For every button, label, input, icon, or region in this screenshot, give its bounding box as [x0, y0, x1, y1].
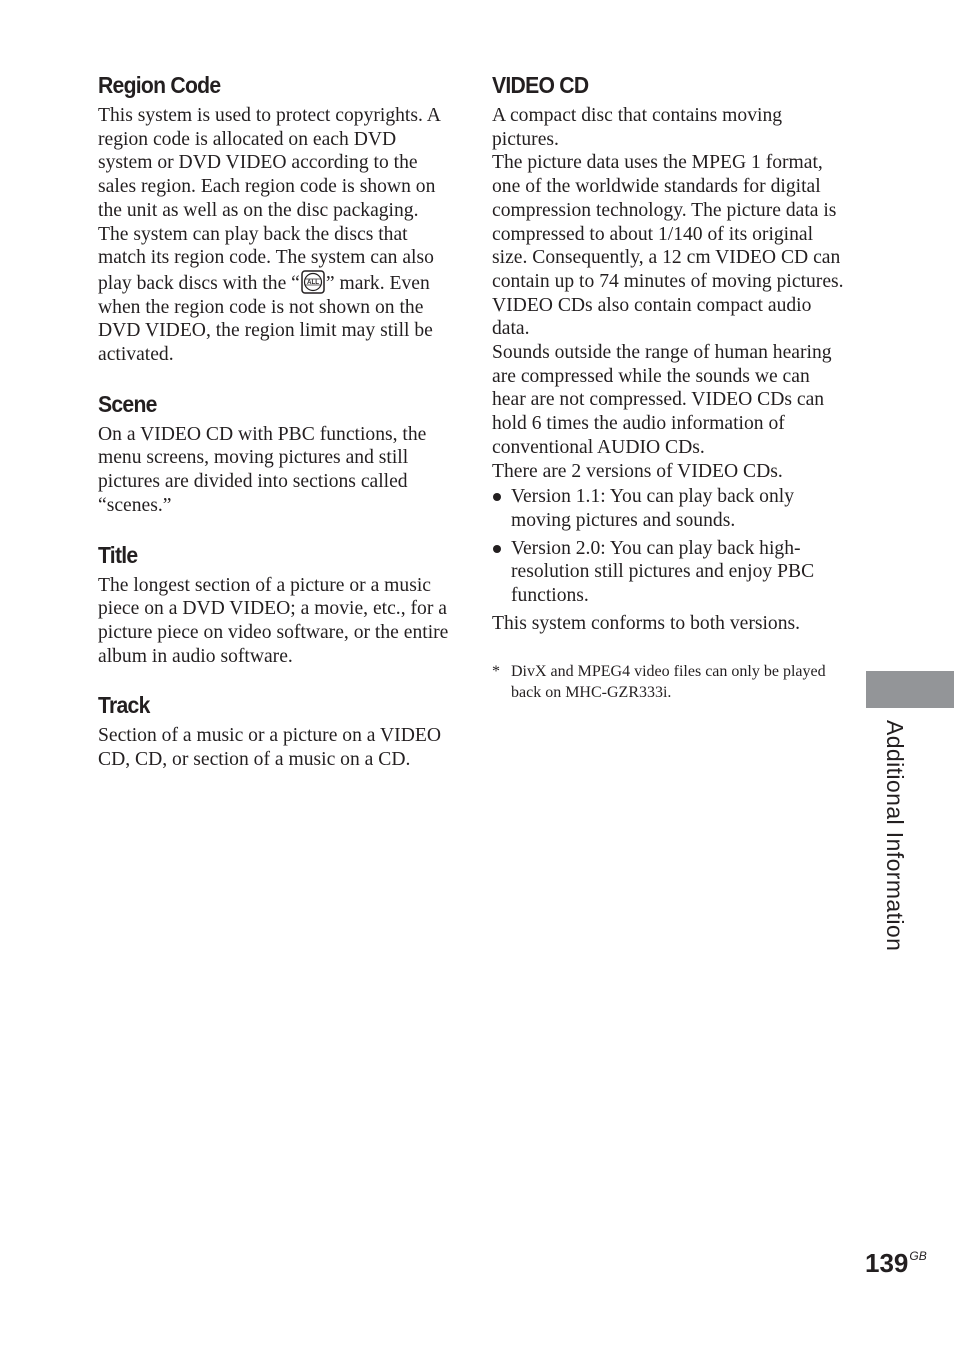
bullet-icon	[493, 493, 501, 501]
scene-section	[98, 389, 450, 518]
footnote-text: DivX and MPEG4 video files can only be played back on MHC-GZR333i.	[511, 663, 826, 702]
track-section	[98, 690, 450, 771]
section-tab-label	[864, 720, 908, 980]
region-code-section	[98, 70, 450, 367]
video-cd-paragraph: A compact disc that contains moving pictures.	[492, 105, 783, 150]
video-cd-paragraph: VIDEO CDs also contain compact audio data.	[492, 294, 812, 340]
page-number	[865, 1248, 927, 1279]
track-heading: Track	[98, 692, 150, 719]
region-code-text-start: This system is used to protect copyrights. A region code is allocated on each DVD system or DVD VIDEO according to the sales region. Each region code is shown on the unit as well as on the disc packaging. The system can play back the discs that match its region code. The system can also play back discs with the “	[98, 105, 440, 294]
title-heading: Title	[98, 541, 138, 568]
region-all-icon	[301, 270, 325, 294]
footnote-mark: *	[492, 663, 500, 681]
left-column	[98, 70, 450, 794]
list-item	[492, 485, 848, 532]
video-cd-closing: This system conforms to both versions.	[492, 612, 801, 634]
version-list	[492, 485, 848, 608]
list-item	[492, 537, 848, 608]
title-text: The longest section of a picture or a music piece on a DVD VIDEO; a movie, etc., for a picture piece on video software, or the entire album in audio software.	[98, 574, 449, 667]
section-tab-label-text: Additional Information	[882, 720, 908, 952]
bullet-icon	[493, 545, 501, 553]
region-code-text-end: ” mark. Even when the region code is not shown on the DVD VIDEO, the region limit may still be activated.	[98, 272, 433, 366]
scene-text: On a VIDEO CD with PBC functions, the menu screens, moving pictures and still pictures are divided into sections called “scenes.”	[98, 423, 427, 516]
video-cd-heading: VIDEO CD	[492, 72, 589, 98]
video-cd-paragraph: The picture data uses the MPEG 1 format, one of the worldwide standards for digital compression technology. The picture data is compressed to about 1/140 of its original size. Consequently, a 12 cm VIDEO CD can contain up to 74 minutes of moving pictures.	[492, 152, 844, 292]
title-section	[98, 540, 450, 669]
region-code-heading: Region Code	[98, 72, 221, 98]
list-item-text: Version 2.0: You can play back high-resolution still pictures and enjoy PBC functions.	[511, 537, 815, 607]
region-code-text	[98, 104, 450, 367]
page-number-suffix: GB	[909, 1249, 927, 1263]
list-item-text: Version 1.1: You can play back only moving pictures and sounds.	[511, 486, 794, 531]
footnote	[492, 661, 848, 703]
video-cd-paragraph: Sounds outside the range of human hearing are compressed while the sounds we can hear are not compressed. VIDEO CDs can hold 6 times the audio information of conventional AUDIO CDs.	[492, 342, 832, 458]
video-cd-paragraph: There are 2 versions of VIDEO CDs.	[492, 460, 783, 482]
video-cd-section	[492, 70, 848, 635]
track-text: Section of a music or a picture on a VIDEO CD, CD, or section of a music on a CD.	[98, 725, 441, 771]
right-column	[492, 70, 848, 703]
section-tab	[866, 671, 954, 708]
page-number-value: 139	[865, 1248, 909, 1278]
region-icon-label: ALL	[306, 279, 319, 287]
scene-heading: Scene	[98, 390, 157, 417]
